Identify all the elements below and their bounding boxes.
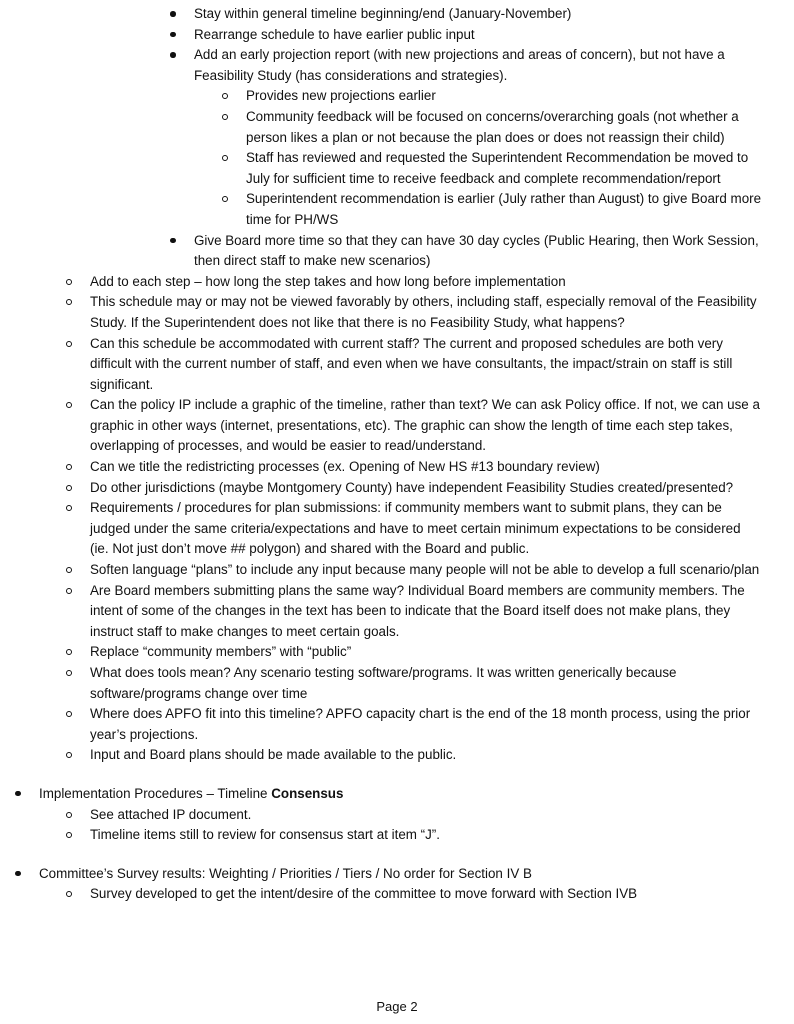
- list-item: Staff has reviewed and requested the Superintendent Recommendation be moved to July for sufficient time to receive feedback and complete recommendation/report: [246, 148, 766, 189]
- list-item-text: Add an early projection report (with new projections and areas of concern), but not have a Feasibility Study (has considerations and strategies).: [194, 47, 725, 83]
- list-item: Stay within general timeline beginning/end (January-November): [194, 4, 764, 25]
- list-item: Are Board members submitting plans the same way? Individual Board members are community members. The intent of some of the changes in the text has been to indicate that the Board itself does not make plans, they instruct staff to make changes to meet certain goals.: [90, 581, 762, 643]
- section-heading: Committee’s Survey results: Weighting / Priorities / Tiers / No order for Section IV B: [39, 864, 759, 885]
- list-item: Provides new projections earlier: [246, 86, 766, 107]
- list-item: Input and Board plans should be made available to the public.: [90, 745, 762, 766]
- list-item: [194, 45, 764, 230]
- section-implementation-procedures: [39, 784, 759, 805]
- list-item: Can we title the redistricting processes (ex. Opening of New HS #13 boundary review): [90, 457, 762, 478]
- page-number: Page 2: [376, 999, 418, 1014]
- list-item: Rearrange schedule to have earlier public input: [194, 25, 764, 46]
- list-item: Requirements / procedures for plan submissions: if community members want to submit plans, they can be judged under the same criteria/expectations and have to meet certain minimum expectations to be considered (ie. Not just don’t move ## polygon) and shared with the Board and public.: [90, 498, 762, 560]
- section-title: Implementation Procedures – Timeline: [39, 785, 272, 801]
- section-items-list: [90, 884, 762, 905]
- list-item: See attached IP document.: [90, 805, 762, 826]
- inner-bullet-list: [194, 4, 764, 272]
- list-item: Can the policy IP include a graphic of the timeline, rather than text? We can ask Policy office. If not, we can use a graphic in other ways (internet, presentations, etc). The graphic can show the length of time each step takes, overlapping of processes, and would be easier to read/understand.: [90, 395, 762, 457]
- list-item: This schedule may or may not be viewed favorably by others, including staff, especially removal of the Feasibility Study. If the Superintendent does not like that there is no Feasibility Study, what happens?: [90, 292, 762, 333]
- section-items-list: [90, 805, 762, 846]
- section-heading: [39, 784, 759, 805]
- list-item: Timeline items still to review for consensus start at item “J”.: [90, 825, 762, 846]
- section-survey-results: [39, 864, 759, 885]
- list-item: Do other jurisdictions (maybe Montgomery County) have independent Feasibility Studies created/presented?: [90, 478, 762, 499]
- list-item: Where does APFO fit into this timeline? APFO capacity chart is the end of the 18 month process, using the prior year’s projections.: [90, 704, 762, 745]
- list-item: Add to each step – how long the step takes and how long before implementation: [90, 272, 762, 293]
- list-item: Soften language “plans” to include any input because many people will not be able to develop a full scenario/plan: [90, 560, 762, 581]
- list-item: Replace “community members” with “public”: [90, 642, 762, 663]
- section-title-bold: Consensus: [271, 785, 344, 801]
- list-item: Survey developed to get the intent/desire of the committee to move forward with Section IVB: [90, 884, 762, 905]
- list-item: Superintendent recommendation is earlier (July rather than August) to give Board more time for PH/WS: [246, 189, 766, 230]
- list-item: Community feedback will be focused on concerns/overarching goals (not whether a person likes a plan or not because the plan does or does not reassign their child): [246, 107, 766, 148]
- sub-bullet-list: [246, 86, 766, 230]
- list-item: Give Board more time so that they can have 30 day cycles (Public Hearing, then Work Session, then direct staff to make new scenarios): [194, 231, 764, 272]
- list-item: Can this schedule be accommodated with current staff? The current and proposed schedules are both very difficult with the current number of staff, and even when we have consultants, the impact/strain on staff is still significant.: [90, 334, 762, 396]
- list-item: What does tools mean? Any scenario testing software/programs. It was written generically because software/programs change over time: [90, 663, 762, 704]
- discussion-points-list: [90, 272, 762, 766]
- document-page: [0, 4, 794, 905]
